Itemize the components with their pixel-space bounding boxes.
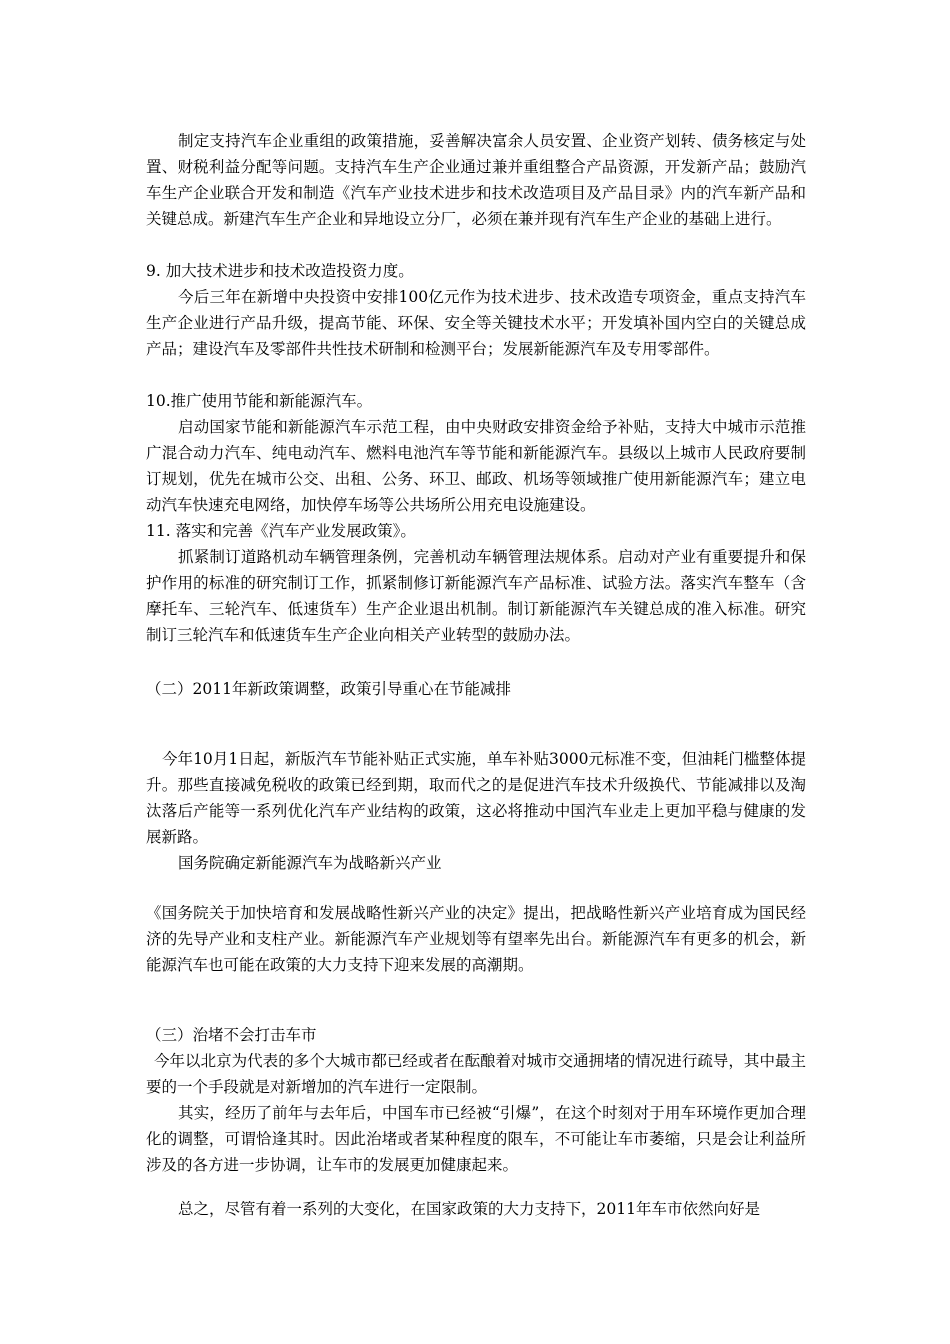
item-11-heading: 11. 落实和完善《汽车产业发展政策》。	[146, 522, 416, 540]
paragraph-new-energy-promotion: 启动国家节能和新能源汽车示范工程，由中央财政安排资金给予补贴，支持大中城市示范推广混合动力汽车、纯电动汽车、燃料电池汽车等节能和新能源汽车。县级以上城市人民政府要制订规划，优先在城市公交、出租、公务、环卫、邮政、机场等领域推广使用新能源汽车；建立电动汽车快速充电网络，加快停车场等公共场所公用充电设施建设。	[146, 418, 806, 514]
section-heading-3: （三）治堵不会打击车市	[146, 1026, 317, 1044]
paragraph-industry-policy: 抓紧制订道路机动车辆管理条例，完善机动车辆管理法规体系。启动对产业有重要提升和保护作用的标准的研究制订工作，抓紧制修订新能源汽车产品标准、试验方法。落实汽车整车（含摩托车、三轮汽车、低速货车）生产企业退出机制。制订新能源汽车关键总成的准入标准。研究制订三轮汽车和低速货车生产企业向相关产业转型的鼓励办法。	[146, 548, 806, 644]
paragraph-enterprise-restructuring: 制定支持汽车企业重组的政策措施，妥善解决富余人员安置、企业资产划转、债务核定与处置、财税利益分配等问题。支持汽车生产企业通过兼并重组整合产品资源，开发新产品；鼓励汽车生产企业联合开发和制造《汽车产业技术进步和技术改造项目及产品目录》内的汽车新产品和关键总成。新建汽车生产企业和异地设立分厂，必须在兼并现有汽车生产企业的基础上进行。	[146, 132, 806, 228]
paragraph-conclusion: 总之，尽管有着一系列的大变化，在国家政策的大力支持下，2011年车市依然向好是	[178, 1200, 760, 1218]
item-9-heading: 9. 加大技术进步和技术改造投资力度。	[146, 262, 414, 280]
item-10-heading: 10.推广使用节能和新能源汽车。	[146, 392, 373, 410]
section-heading-2: （二）2011年新政策调整，政策引导重心在节能减排	[146, 680, 511, 698]
paragraph-state-council-decision: 《国务院关于加快培育和发展战略性新兴产业的决定》提出，把战略性新兴产业培育成为国民经济的先导产业和支柱产业。新能源汽车产业规划等有望率先出台。新能源汽车有更多的机会，新能源汽车也可能在政策的大力支持下迎来发展的高潮期。	[146, 904, 806, 974]
paragraph-subsidy: 今年10月1日起，新版汽车节能补贴正式实施，单车补贴3000元标准不变，但油耗门槛整体提升。那些直接减免税收的政策已经到期，取而代之的是促进汽车技术升级换代、节能减排以及淘汰落后产能等一系列优化汽车产业结构的政策，这必将推动中国汽车业走上更加平稳与健康的发展新路。	[146, 750, 806, 846]
paragraph-strategic-industry: 国务院确定新能源汽车为战略新兴产业	[178, 854, 442, 872]
paragraph-tech-investment: 今后三年在新增中央投资中安排100亿元作为技术进步、技术改造专项资金，重点支持汽车生产企业进行产品升级，提高节能、环保、安全等关键技术水平；开发填补国内空白的关键总成产品；建设汽车及零部件共性技术研制和检测平台；发展新能源汽车及专用零部件。	[146, 288, 806, 358]
paragraph-congestion-control: 今年以北京为代表的多个大城市都已经或者在酝酿着对城市交通拥堵的情况进行疏导，其中最主要的一个手段就是对新增加的汽车进行一定限制。	[146, 1052, 806, 1096]
paragraph-market-adjustment: 其实，经历了前年与去年后，中国车市已经被“引爆”，在这个时刻对于用车环境作更加合理化的调整，可谓恰逢其时。因此治堵或者某种程度的限车，不可能让车市萎缩，只是会让利益所涉及的各方进一步协调，让车市的发展更加健康起来。	[146, 1104, 806, 1174]
